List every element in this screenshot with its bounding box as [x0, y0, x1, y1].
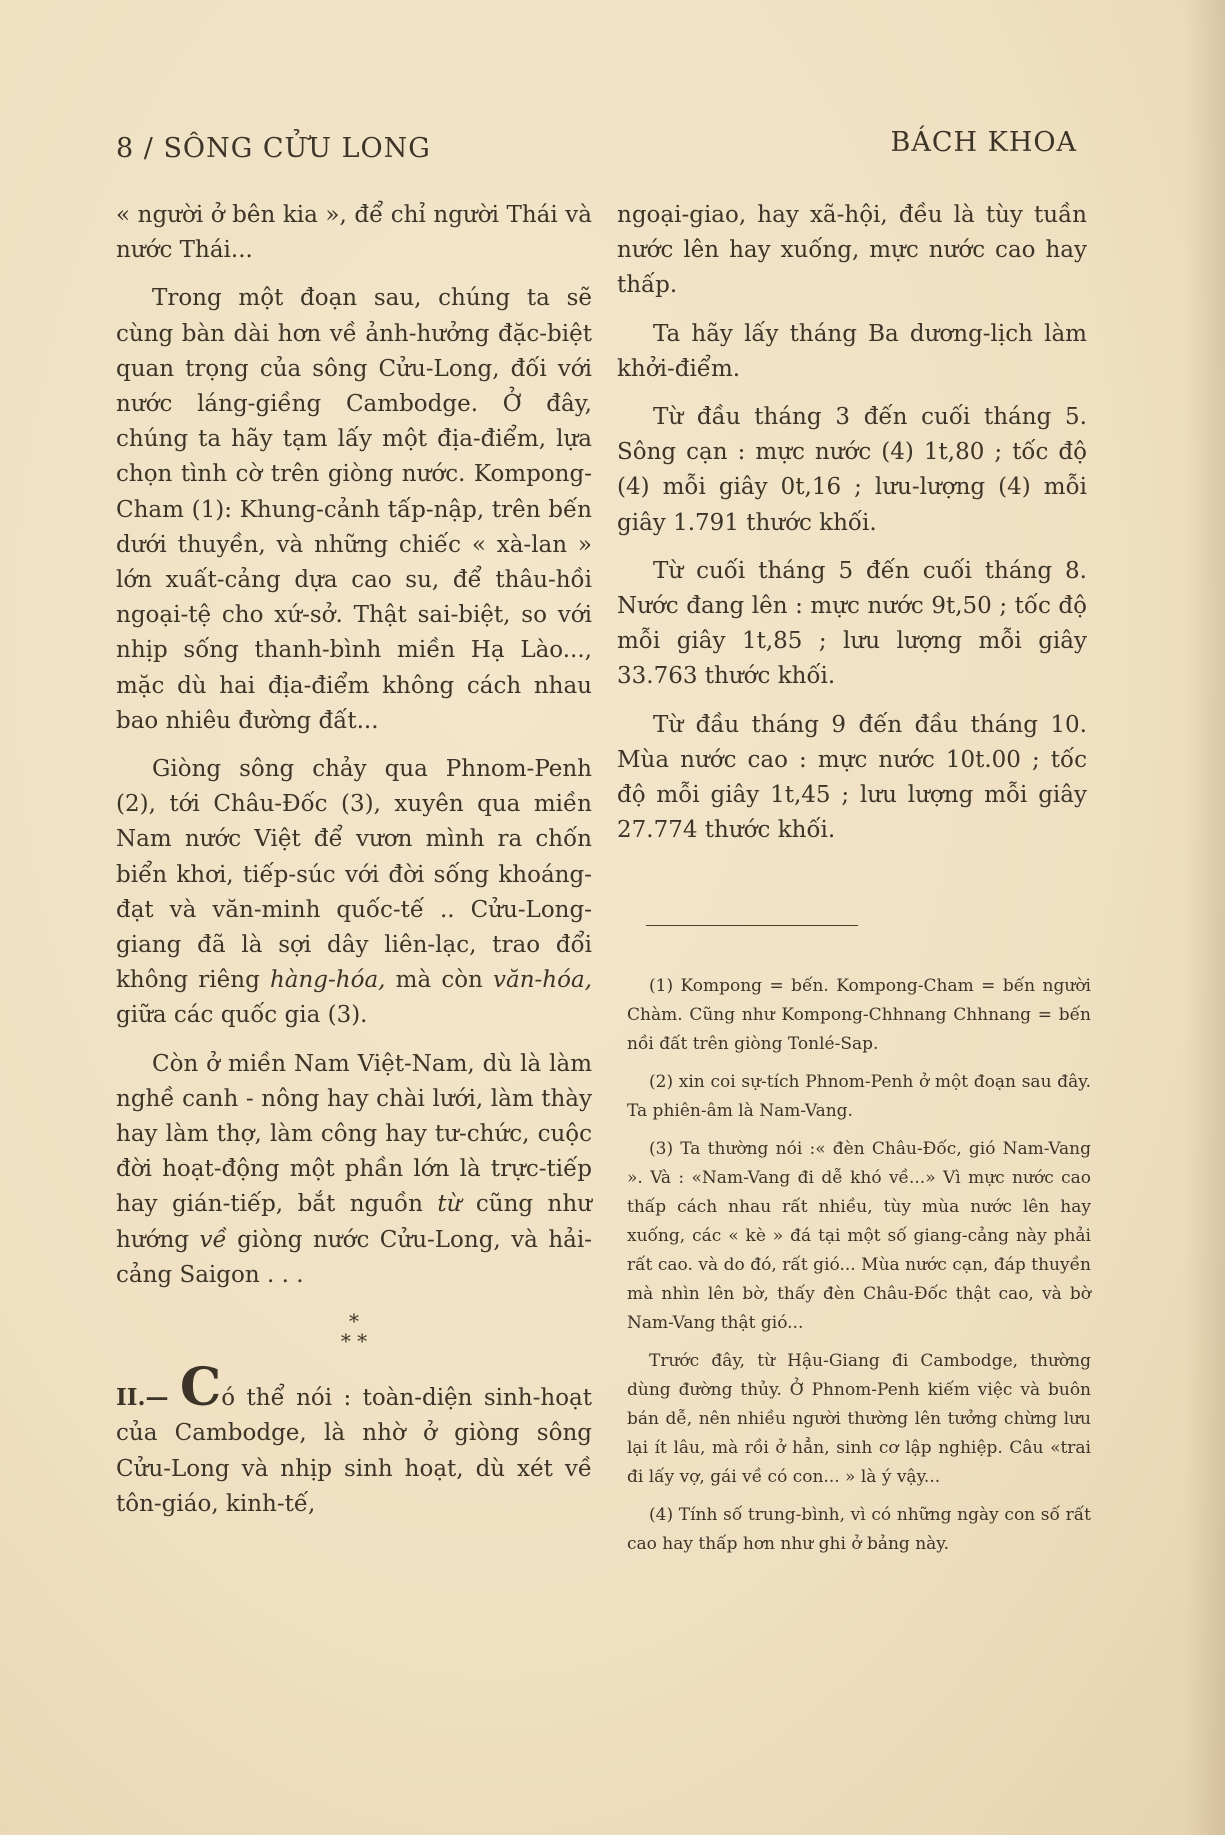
text-run: mà còn [385, 967, 494, 994]
italic-text: về [199, 1226, 227, 1253]
text-run: Còn ở miền Nam Việt-Nam, dù là làm nghề canh - nông hay chài lưới, làm thày hay làm thợ, làm công hay tư-chức, cuộc đời hoạt-động một phần lớn là trực-tiếp hay gián-tiếp, bắt nguồn [116, 1050, 592, 1218]
italic-text: hàng-hóa, [269, 967, 386, 994]
paragraph [116, 1357, 593, 1522]
italic-text: từ [437, 1191, 462, 1218]
footnote: (3) Ta thường nói :« đèn Châu-Đốc, gió Nam-Vang ». Và : «Nam-Vang đi dễ khó về...» Vì mực nước cao thấp cách nhau rất nhiều, tùy mùa nước lên hay xuống, các « kè » đá tại một số giang-cảng này phải rất cao. và do đó, rất gió... Mùa nước cạn, đáp thuyền mà nhìn lên bờ, thấy đèn Châu-Đốc thật cao, và bờ Nam-Vang thật gió... [627, 1139, 1091, 1333]
text-run: giữa các quốc gia (3). [116, 1002, 368, 1029]
paragraph: Từ cuối tháng 5 đến cuối tháng 8. Nước đang lên : mực nước 9t,50 ; tốc độ mỗi giây 1t,85 ; lưu lượng mỗi giây 33.763 thước khối. [617, 557, 1087, 690]
text-run: cũng như hướng [116, 1191, 592, 1253]
right-column [617, 198, 1087, 861]
paragraph: Từ đầu tháng 9 đến đầu tháng 10. Mùa nước cao : mực nước 10t.00 ; tốc độ mỗi giây 1t,45 ; lưu lượng mỗi giây 27.774 thước khối. [617, 711, 1087, 844]
page-edge-shadow [1185, 0, 1225, 1835]
footnote: (1) Kompong = bến. Kompong-Cham = bến người Chàm. Cũng như Kompong-Chhnang Chhnang = bến nồi đất trên giòng Tonlé-Sap. [627, 976, 1091, 1054]
footnote: (2) xin coi sự-tích Phnom-Penh ở một đoạn sau đây. Ta phiên-âm là Nam-Vang. [627, 1072, 1091, 1121]
section-separator: * * * [340, 1309, 368, 1354]
left-column [116, 198, 592, 1535]
paragraph: ngoại-giao, hay xã-hội, đều là tùy tuần nước lên hay xuống, mực nước cao hay thấp. [617, 202, 1087, 299]
drop-cap: C [179, 1357, 222, 1419]
text-run: Giòng sông chảy qua Phnom-Penh (2), tới Châu-Đốc (3), xuyên qua miền Nam nước Việt để vươn mình ra chốn biển khơi, tiếp-súc với đời sống khoáng-đạt và văn-minh quốc-tế .. Cửu-Long-giang đã là sợi dây liên-lạc, trao đổi không riêng [116, 756, 592, 994]
italic-text: văn-hóa, [493, 967, 592, 994]
footnotes [627, 972, 1091, 1568]
text-run: ó thể nói : toàn-diện sinh-hoạt của Cambodge, là nhờ ở giòng sông Cửu-Long và nhịp sinh hoạt, dù xét về tôn-giáo, kinh-tế, [116, 1385, 593, 1517]
text-run: giòng nước Cửu-Long, và hải-cảng Saigon . . . [116, 1226, 592, 1288]
paragraph: Ta hãy lấy tháng Ba dương-lịch làm khởi-điểm. [617, 320, 1087, 382]
running-header-left: 8 / SÔNG CỬU LONG [116, 133, 431, 164]
running-header-right: BÁCH KHOA [890, 127, 1077, 158]
paragraph: Trong một đoạn sau, chúng ta sẽ cùng bàn dài hơn về ảnh-hưởng đặc-biệt quan trọng của sông Cửu-Long, đối với nước láng-giềng Cambodge. Ở đây, chúng ta hãy tạm lấy một địa-điểm, lựa chọn tình cờ trên giòng nước. Kompong-Cham (1): Khung-cảnh tấp-nập, trên bến dưới thuyền, và những chiếc « xà-lan » lớn xuất-cảng dựa cao su, để thâu-hồi ngoại-tệ cho xứ-sở. Thật sai-biệt, so với nhịp sống thanh-bình miền Hạ Lào..., mặc dù hai địa-điểm không cách nhau bao nhiêu đường đất... [116, 285, 592, 734]
footnote: Trước đây, từ Hậu-Giang đi Cambodge, thường dùng đường thủy. Ở Phnom-Penh kiếm việc và buôn bán dễ, nên nhiều người thường lên tưởng chừng lưu lại ít lâu, mà rồi ở hẳn, sinh cơ lập nghiệp. Câu «trai đi lấy vợ, gái về có con... » là ý vậy... [627, 1351, 1091, 1487]
footnote: (4) Tính số trung-bình, vì có những ngày con số rất cao hay thấp hơn như ghi ở bảng này. [627, 1505, 1091, 1554]
footnote-divider [646, 925, 858, 926]
paragraph [116, 752, 592, 1034]
paragraph [116, 1047, 592, 1293]
paragraph: « người ở bên kia », để chỉ người Thái và nước Thái... [116, 202, 592, 264]
section-number: II.— [116, 1384, 169, 1412]
paragraph: Từ đầu tháng 3 đến cuối tháng 5. Sông cạn : mực nước (4) 1t,80 ; tốc độ (4) mỗi giây 0t,16 ; lưu-lượng (4) mỗi giây 1.791 thước khối. [617, 404, 1087, 536]
